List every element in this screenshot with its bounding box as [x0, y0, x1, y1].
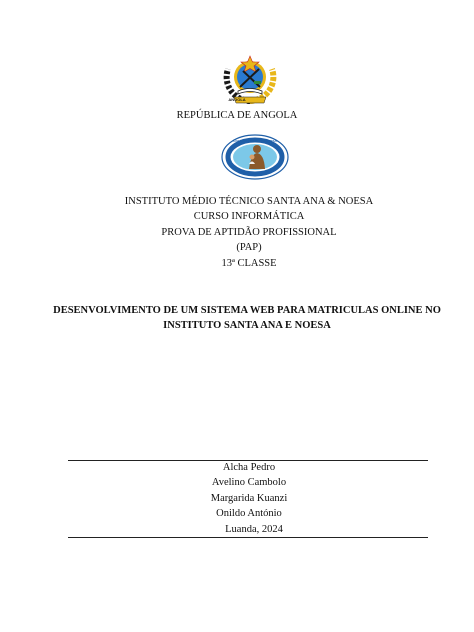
author-name: Margarida Kuanzi — [210, 493, 288, 504]
author-name: Avelino Cambolo — [211, 477, 287, 488]
emblem-banner-text: ANGOLA — [228, 97, 246, 102]
institution-name: INSTITUTO MÉDIO TÉCNICO SANTA ANA & NOESA — [124, 196, 374, 207]
bottom-divider — [68, 537, 428, 538]
project-title-line-1: DESENVOLVIMENTO DE UM SISTEMA WEB PARA MATRICULAS ONLINE NO — [53, 305, 441, 316]
seal-ring-text: COLÉGIO SANTA ANA NOESA — [233, 139, 277, 143]
country-name: REPÚBLICA DE ANGOLA — [176, 110, 298, 121]
grade-level: 13ª CLASSE — [221, 258, 277, 269]
author-name: Onildo António — [216, 508, 282, 519]
place-date: Luanda, 2024 — [225, 524, 283, 535]
course-name: CURSO INFORMÁTICA — [193, 211, 305, 222]
exam-abbreviation: (PAP) — [236, 242, 262, 253]
project-title-line-2: INSTITUTO SANTA ANA E NOESA — [163, 320, 331, 331]
top-divider — [68, 460, 428, 461]
author-name: Alcha Pedro — [222, 462, 276, 473]
exam-name: PROVA DE APTIDÃO PROFISSIONAL — [161, 227, 337, 238]
